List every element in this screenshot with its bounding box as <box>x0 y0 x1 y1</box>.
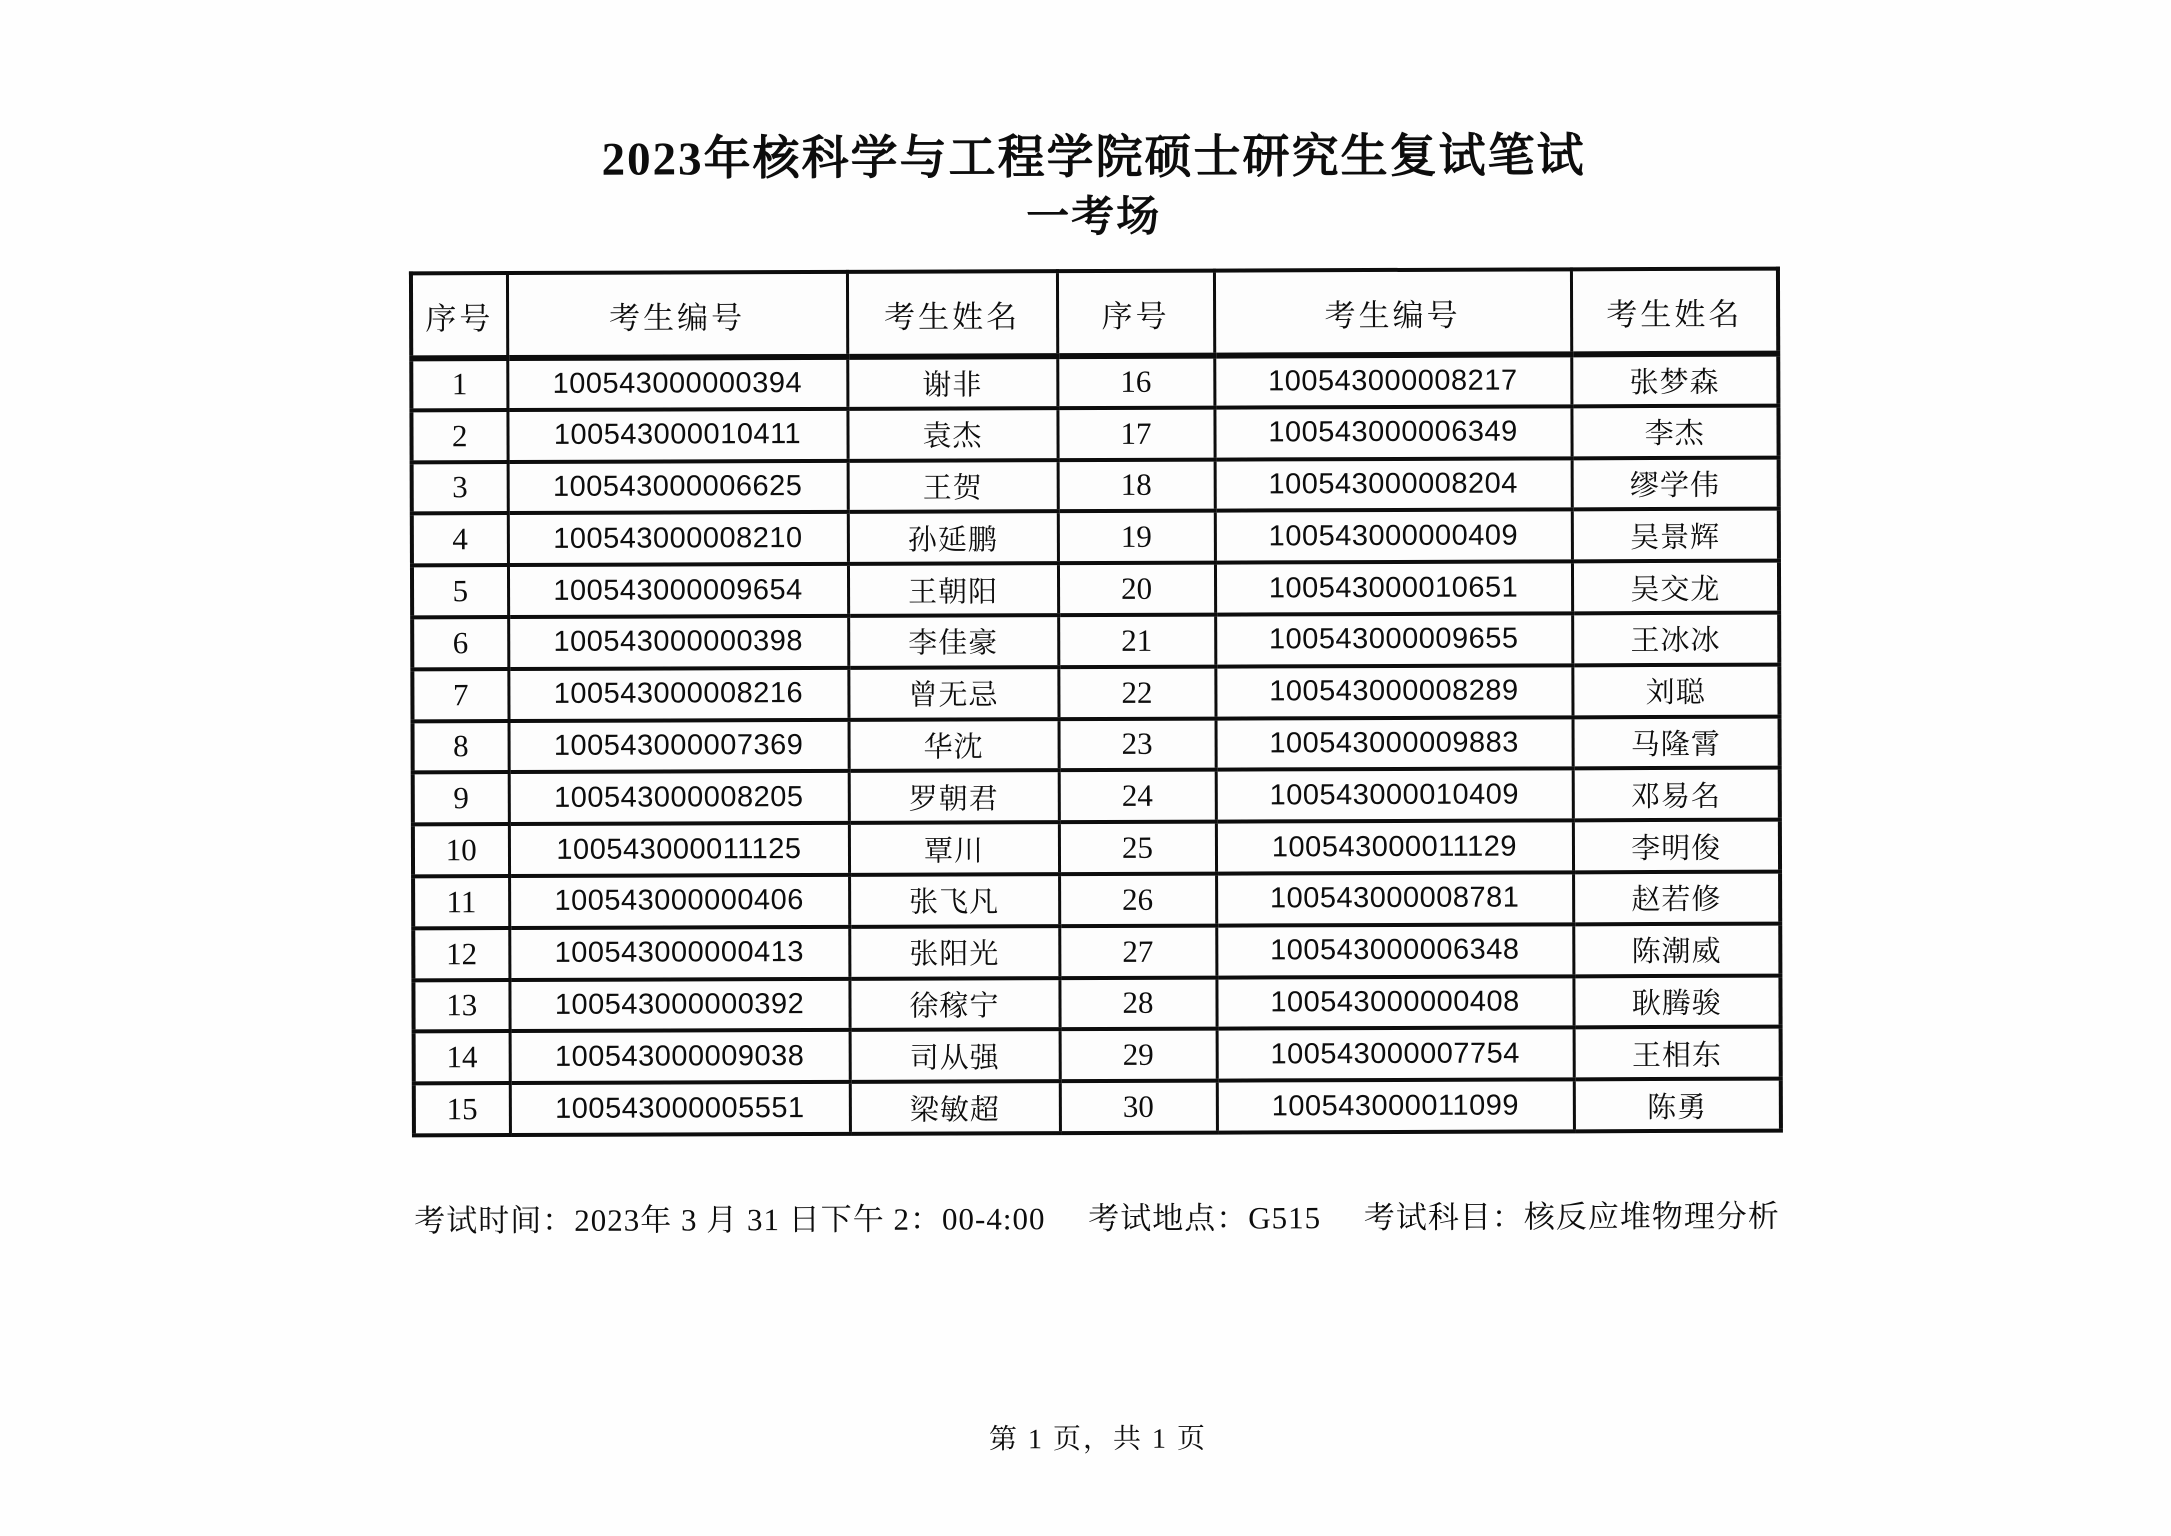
cell-id-left: 100543000008210 <box>508 512 848 565</box>
table-row <box>413 923 1780 980</box>
exam-location <box>1088 1200 1321 1236</box>
cell-seq-left: 3 <box>412 462 508 514</box>
cell-seq-left: 1 <box>411 358 507 410</box>
cell-seq-left: 7 <box>412 669 508 721</box>
cell-id-right: 100543000006348 <box>1216 924 1573 977</box>
exam-subject-label: 考试科目： <box>1363 1199 1524 1236</box>
cell-seq-right: 18 <box>1058 459 1215 511</box>
cell-name-left: 孙延鹏 <box>848 512 1058 565</box>
cell-seq-right: 19 <box>1058 511 1215 563</box>
cell-name-right: 缪学伟 <box>1572 457 1779 510</box>
header-id-right: 考生编号 <box>1214 269 1571 355</box>
cell-name-left: 袁杰 <box>847 408 1057 461</box>
cell-seq-right: 20 <box>1058 563 1215 615</box>
cell-id-left: 100543000000392 <box>509 978 849 1031</box>
cell-id-right: 100543000011099 <box>1217 1079 1574 1132</box>
table-row <box>413 768 1780 825</box>
cell-id-left: 100543000011125 <box>509 823 849 876</box>
cell-seq-left: 9 <box>413 772 509 824</box>
cell-seq-left: 4 <box>412 513 508 565</box>
cell-seq-right: 22 <box>1058 666 1215 718</box>
exam-time-value: 2023年 3 月 31 日下午 2：00-4:00 <box>574 1201 1046 1238</box>
cell-id-left: 100543000005551 <box>510 1082 850 1135</box>
cell-name-right: 李明俊 <box>1573 820 1780 873</box>
candidate-roster-table <box>409 267 1783 1138</box>
cell-name-left: 王贺 <box>848 460 1058 513</box>
header-name-left: 考生姓名 <box>847 271 1057 357</box>
cell-seq-left: 12 <box>413 928 509 980</box>
cell-seq-left: 5 <box>412 565 508 617</box>
document-subtitle: 一考场 <box>1026 193 1162 242</box>
cell-seq-right: 27 <box>1059 925 1216 977</box>
cell-seq-left: 2 <box>411 410 507 462</box>
cell-name-left: 罗朝君 <box>849 770 1059 823</box>
cell-name-right: 张梦森 <box>1571 354 1778 407</box>
cell-name-left: 曾无忌 <box>848 667 1058 720</box>
cell-name-right: 耿腾骏 <box>1573 975 1780 1028</box>
table-row <box>414 1027 1781 1084</box>
table-row <box>411 405 1778 462</box>
cell-seq-left: 8 <box>413 721 509 773</box>
table-row <box>412 664 1779 721</box>
cell-id-left: 100543000009654 <box>508 564 848 617</box>
exam-subject-value: 核反应堆物理分析 <box>1523 1198 1780 1235</box>
cell-name-left: 张飞凡 <box>849 874 1059 927</box>
cell-name-left: 华沈 <box>849 719 1059 772</box>
table-row <box>412 457 1779 514</box>
cell-seq-left: 15 <box>414 1083 510 1135</box>
cell-seq-right: 24 <box>1059 770 1216 822</box>
cell-seq-right: 17 <box>1057 407 1214 459</box>
cell-id-right: 100543000000409 <box>1215 510 1572 563</box>
cell-name-left: 徐稼宁 <box>849 978 1059 1031</box>
exam-time <box>414 1201 1045 1238</box>
cell-id-left: 100543000000406 <box>509 875 849 928</box>
cell-id-right: 100543000009883 <box>1216 717 1573 770</box>
cell-name-right: 吴景辉 <box>1572 509 1779 562</box>
header-seq-right: 序号 <box>1057 271 1214 357</box>
cell-name-left: 梁敏超 <box>850 1081 1060 1134</box>
cell-name-right: 王冰冰 <box>1572 613 1779 666</box>
cell-name-left: 张阳光 <box>849 926 1059 979</box>
cell-name-right: 马隆霄 <box>1573 716 1780 769</box>
cell-name-right: 陈勇 <box>1574 1079 1781 1132</box>
table-row <box>413 716 1780 773</box>
exam-location-label: 考试地点： <box>1088 1200 1249 1236</box>
header-name-right: 考生姓名 <box>1571 269 1778 355</box>
cell-name-right: 王相东 <box>1574 1027 1781 1080</box>
cell-seq-right: 29 <box>1060 1029 1217 1081</box>
table-row <box>411 354 1778 411</box>
cell-id-right: 100543000008781 <box>1216 872 1573 925</box>
cell-id-right: 100543000008289 <box>1215 665 1572 718</box>
cell-seq-left: 6 <box>412 617 508 669</box>
cell-name-right: 吴交龙 <box>1572 561 1779 614</box>
header-id-left: 考生编号 <box>507 272 847 358</box>
cell-id-left: 100543000008205 <box>509 771 849 824</box>
cell-seq-left: 10 <box>413 824 509 876</box>
exam-info-line <box>414 1195 1782 1244</box>
cell-id-right: 100543000009655 <box>1215 613 1572 666</box>
cell-id-left: 100543000006625 <box>508 460 848 513</box>
cell-name-left: 司从强 <box>850 1029 1060 1082</box>
cell-name-right: 刘聪 <box>1572 664 1779 717</box>
cell-id-right: 100543000011129 <box>1216 821 1573 874</box>
cell-seq-right: 23 <box>1059 718 1216 770</box>
table-row <box>413 872 1780 929</box>
table-row <box>414 1079 1781 1136</box>
exam-subject <box>1364 1199 1780 1235</box>
roster-body <box>411 354 1781 1136</box>
table-row <box>412 613 1779 670</box>
document-content <box>408 0 1783 1459</box>
exam-location-value: G515 <box>1248 1200 1322 1236</box>
roster-header <box>411 269 1778 359</box>
cell-seq-left: 11 <box>413 876 509 928</box>
cell-id-left: 100543000009038 <box>510 1030 850 1083</box>
cell-seq-left: 14 <box>414 1031 510 1083</box>
exam-time-label: 考试时间： <box>414 1202 575 1239</box>
cell-seq-right: 28 <box>1059 977 1216 1029</box>
cell-name-left: 李佳豪 <box>848 615 1058 668</box>
cell-id-left: 100543000010411 <box>507 409 847 462</box>
cell-seq-left: 13 <box>413 980 509 1032</box>
cell-id-right: 100543000008204 <box>1215 458 1572 511</box>
cell-seq-right: 26 <box>1059 874 1216 926</box>
cell-id-left: 100543000000398 <box>508 616 848 669</box>
cell-seq-right: 16 <box>1057 356 1214 408</box>
cell-id-left: 100543000000394 <box>507 357 847 410</box>
table-row <box>413 820 1780 877</box>
cell-name-right: 李杰 <box>1571 405 1778 458</box>
header-seq-left: 序号 <box>411 273 507 358</box>
cell-id-right: 100543000000408 <box>1216 976 1573 1029</box>
cell-name-left: 覃川 <box>849 822 1059 875</box>
cell-id-left: 100543000008216 <box>508 668 848 721</box>
cell-seq-right: 30 <box>1060 1081 1217 1133</box>
cell-id-left: 100543000007369 <box>509 719 849 772</box>
cell-name-right: 邓易名 <box>1573 768 1780 821</box>
table-row <box>413 975 1780 1032</box>
cell-seq-right: 21 <box>1058 615 1215 667</box>
cell-name-left: 谢非 <box>847 356 1057 409</box>
cell-name-right: 赵若修 <box>1573 872 1780 925</box>
cell-seq-right: 25 <box>1059 822 1216 874</box>
cell-id-right: 100543000007754 <box>1217 1028 1574 1081</box>
page-number: 第 1 页，共 1 页 <box>988 1423 1208 1456</box>
cell-id-right: 100543000010409 <box>1216 769 1573 822</box>
cell-id-right: 100543000008217 <box>1214 354 1571 407</box>
cell-name-right: 陈潮威 <box>1573 923 1780 976</box>
cell-id-left: 100543000000413 <box>509 927 849 980</box>
document-title: 2023年核科学与工程学院硕士研究生复试笔试 <box>601 130 1586 186</box>
table-row <box>412 509 1779 566</box>
cell-id-right: 100543000006349 <box>1214 406 1571 459</box>
table-row <box>412 561 1779 618</box>
cell-name-left: 王朝阳 <box>848 563 1058 616</box>
roster-header-row <box>411 269 1778 359</box>
cell-id-right: 100543000010651 <box>1215 562 1572 615</box>
